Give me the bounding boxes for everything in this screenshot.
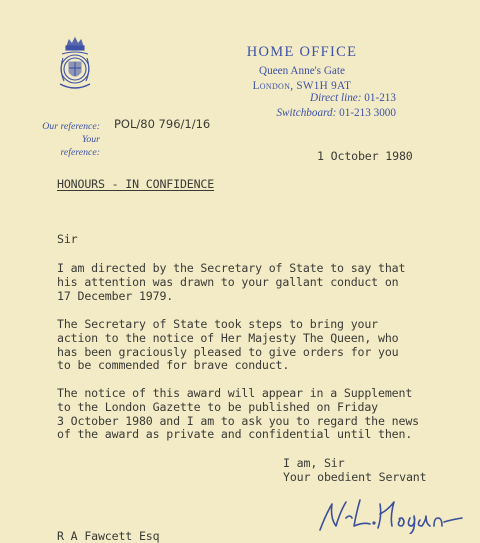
address-line-2: London, SW1H 9AT xyxy=(252,80,352,92)
letter-date: 1 October 1980 xyxy=(317,149,413,163)
address-line-1: Queen Anne's Gate xyxy=(259,65,345,77)
switchboard-line: Switchboard: 01-213 3000 xyxy=(276,107,396,119)
your-reference-label: Your reference: xyxy=(60,134,100,158)
organisation-name: HOME OFFICE xyxy=(246,44,358,60)
our-reference-label: Our reference: xyxy=(42,121,100,132)
paragraph-1: I am directed by the Secretary of State to say that his attention was drawn to your gallant conduct on 17 December 1979. xyxy=(57,261,406,303)
addressee: R A Fawcett Esq xyxy=(57,529,160,543)
paragraph-3: The notice of this award will appear in a Supplement to the London Gazette to be published on Friday 3 October 1980 and I am to ask you to regard the news of the award as private and confidential until then. xyxy=(57,386,419,442)
royal-coat-of-arms-icon xyxy=(56,36,94,92)
direct-line: Direct line: 01-213 xyxy=(310,92,396,104)
handwritten-signature xyxy=(316,496,466,534)
letter-subject: HONOURS - IN CONFIDENCE xyxy=(57,177,215,191)
contact-lines xyxy=(276,91,396,121)
letterhead xyxy=(244,44,360,94)
closing: I am, Sir Your obedient Servant xyxy=(283,456,427,484)
paragraph-2: The Secretary of State took steps to bring your action to the notice of Her Majesty The Queen, who has been graciously pleased to give orders for you to be commended for brave conduct. xyxy=(57,317,399,373)
salutation: Sir xyxy=(57,232,78,246)
our-reference-value: POL/80 796/1/16 xyxy=(114,117,211,131)
reference-labels xyxy=(40,120,100,159)
